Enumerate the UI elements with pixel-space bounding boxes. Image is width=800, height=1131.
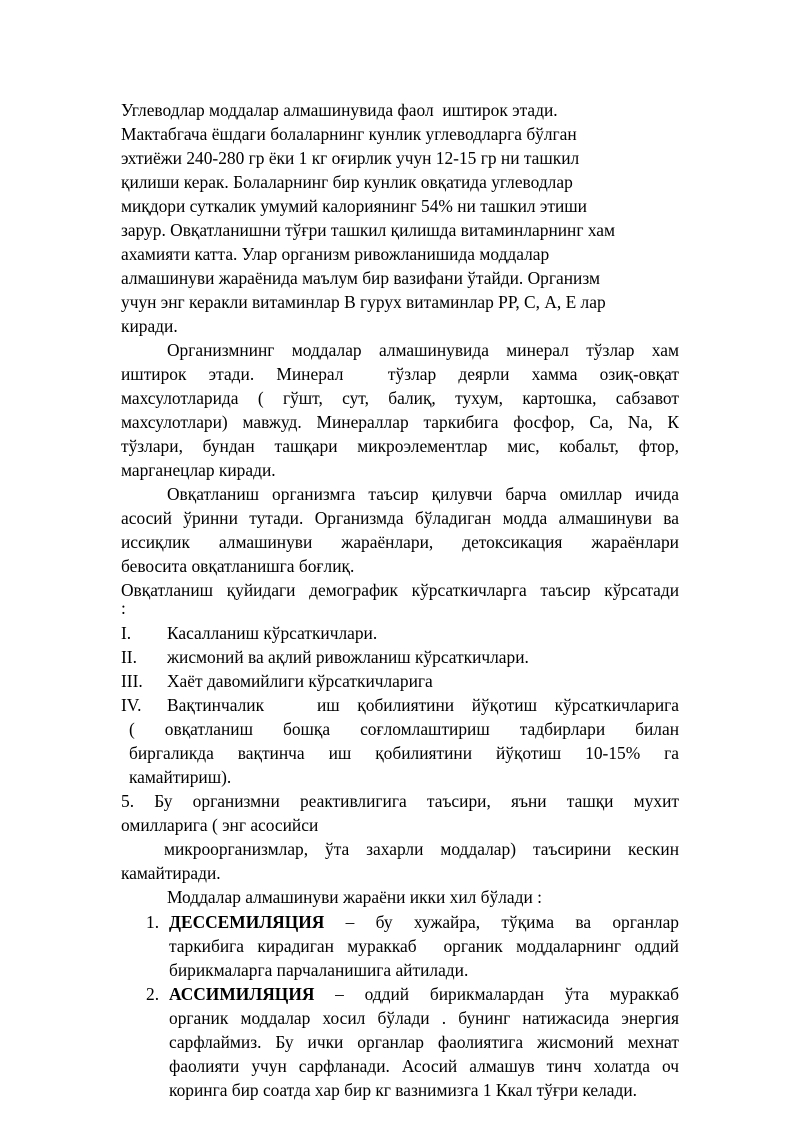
text-line: микроорганизмлар, ўта захарли моддалар) таъсирини кескин bbox=[164, 839, 679, 859]
text-line: фаолияти учун сарфланади. Асосий алмашув тинч холатда оч bbox=[169, 1056, 679, 1076]
text-line: махсулотларида ( гўшт, сут, балиқ, тухум, картошка, сабзавот bbox=[121, 388, 679, 408]
list-number: III. bbox=[121, 671, 143, 691]
text-line: миқдори суткалик умумий калориянинг 54% ни ташкил этиши bbox=[121, 196, 587, 216]
text-line: таркибига кирадиган мураккаб органик моддаларнинг оддий bbox=[169, 936, 679, 956]
text-line: коринга бир соатда хар бир кг вазнимизга 1 Ккал тўғри келади. bbox=[169, 1080, 637, 1100]
text-line: Овқатланиш организмга таъсир қилувчи барча омиллар ичида bbox=[167, 484, 679, 504]
term-definition: – оддий бирикмалардан ўта мураккаб bbox=[314, 984, 679, 1004]
list-item: Вақтинчалик иш қобилиятини йўқотиш кўрсаткичларига bbox=[167, 695, 679, 715]
list-number: I. bbox=[121, 623, 132, 643]
text-line: бевосита овқатланишга боғлиқ. bbox=[121, 556, 355, 576]
list-item bbox=[169, 982, 679, 1006]
term: ДЕССЕМИЛЯЦИЯ bbox=[169, 912, 325, 932]
text-line: Углеводлар моддалар алмашинувида фаол иштирок этади. bbox=[121, 100, 558, 120]
text-line: Организмнинг моддалар алмашинувида минерал тўзлар хам bbox=[167, 340, 679, 360]
text-line: махсулотлари) мавжуд. Минераллар таркибига фосфор, Са, Nа, К bbox=[121, 412, 679, 432]
text-line: Мактабгача ёшдаги болаларнинг кунлик углеводларга бўлган bbox=[121, 124, 577, 144]
text-line: қилиши керак. Болаларнинг бир кунлик овқатида углеводлар bbox=[121, 172, 573, 192]
text-line: камайтириш). bbox=[129, 767, 232, 787]
text-line: сарфлаймиз. Бу ички органлар фаолиятига жисмоний мехнат bbox=[169, 1032, 679, 1052]
text-line: : bbox=[121, 598, 126, 618]
text-line: тўзлари, бундан ташқари микроэлементлар мис, кобальт, фтор, bbox=[121, 436, 679, 456]
text-line: биргаликда вақтинча иш қобилиятини йўқотиш 10-15% га bbox=[129, 743, 679, 763]
term-definition: – бу хужайра, тўқима ва органлар bbox=[324, 912, 679, 932]
list-number: II. bbox=[121, 647, 137, 667]
text-line: омилларига ( энг асосийси bbox=[121, 815, 319, 835]
text-line: зарур. Овқатланишни тўғри ташкил қилишда витаминларнинг хам bbox=[121, 220, 616, 240]
text-line: асосий ўринни тутади. Организмда бўладиган модда алмашинуви ва bbox=[121, 508, 679, 528]
list-item: Касалланиш кўрсаткичлари. bbox=[167, 623, 378, 643]
text-line: ахамияти катта. Улар организм ривожланишида моддалар bbox=[121, 244, 550, 264]
list-number: 2. bbox=[146, 984, 160, 1004]
text-line: иссиқлик алмашинуви жараёнлари, детоксикация жараёнлари bbox=[121, 532, 679, 552]
text-line: бирикмаларга парчаланишига айтилади. bbox=[169, 960, 469, 980]
list-item: Хаёт давомийлиги кўрсаткичларига bbox=[167, 671, 433, 691]
text-line: ( овқатланиш бошқа соғломлаштириш тадбирлари билан bbox=[129, 719, 679, 739]
text-line: иштирок этади. Минерал тўзлар деярли хамма озиқ-овқат bbox=[121, 364, 679, 384]
text-line: эхтиёжи 240-280 гр ёки 1 кг оғирлик учун 12-15 гр ни ташкил bbox=[121, 148, 580, 168]
text-line: марганецлар киради. bbox=[121, 460, 276, 480]
text-line: 5. Бу организмни реактивлигига таъсири, яъни ташқи мухит bbox=[121, 791, 679, 811]
list-item: жисмоний ва ақлий ривожланиш кўрсаткичлари. bbox=[167, 647, 529, 667]
text-line: камайтиради. bbox=[121, 863, 221, 883]
term: АССИМИЛЯЦИЯ bbox=[169, 984, 315, 1004]
text-line: Овқатланиш қуйидаги демографик кўрсаткичларга таъсир кўрсатади bbox=[121, 580, 679, 600]
text-line: органик моддалар хосил бўлади . бунинг натижасида энергия bbox=[169, 1008, 679, 1028]
text-line: киради. bbox=[121, 316, 178, 336]
list-number: IV. bbox=[121, 695, 142, 715]
text-line: Моддалар алмашинуви жараёни икки хил бўлади : bbox=[167, 887, 542, 907]
list-item bbox=[169, 910, 679, 934]
text-line: алмашинуви жараёнида маълум бир вазифани ўтайди. Организм bbox=[121, 268, 600, 288]
text-line: учун энг керакли витаминлар В гурух витаминлар РР, С, А, Е лар bbox=[121, 292, 606, 312]
list-number: 1. bbox=[146, 912, 160, 932]
